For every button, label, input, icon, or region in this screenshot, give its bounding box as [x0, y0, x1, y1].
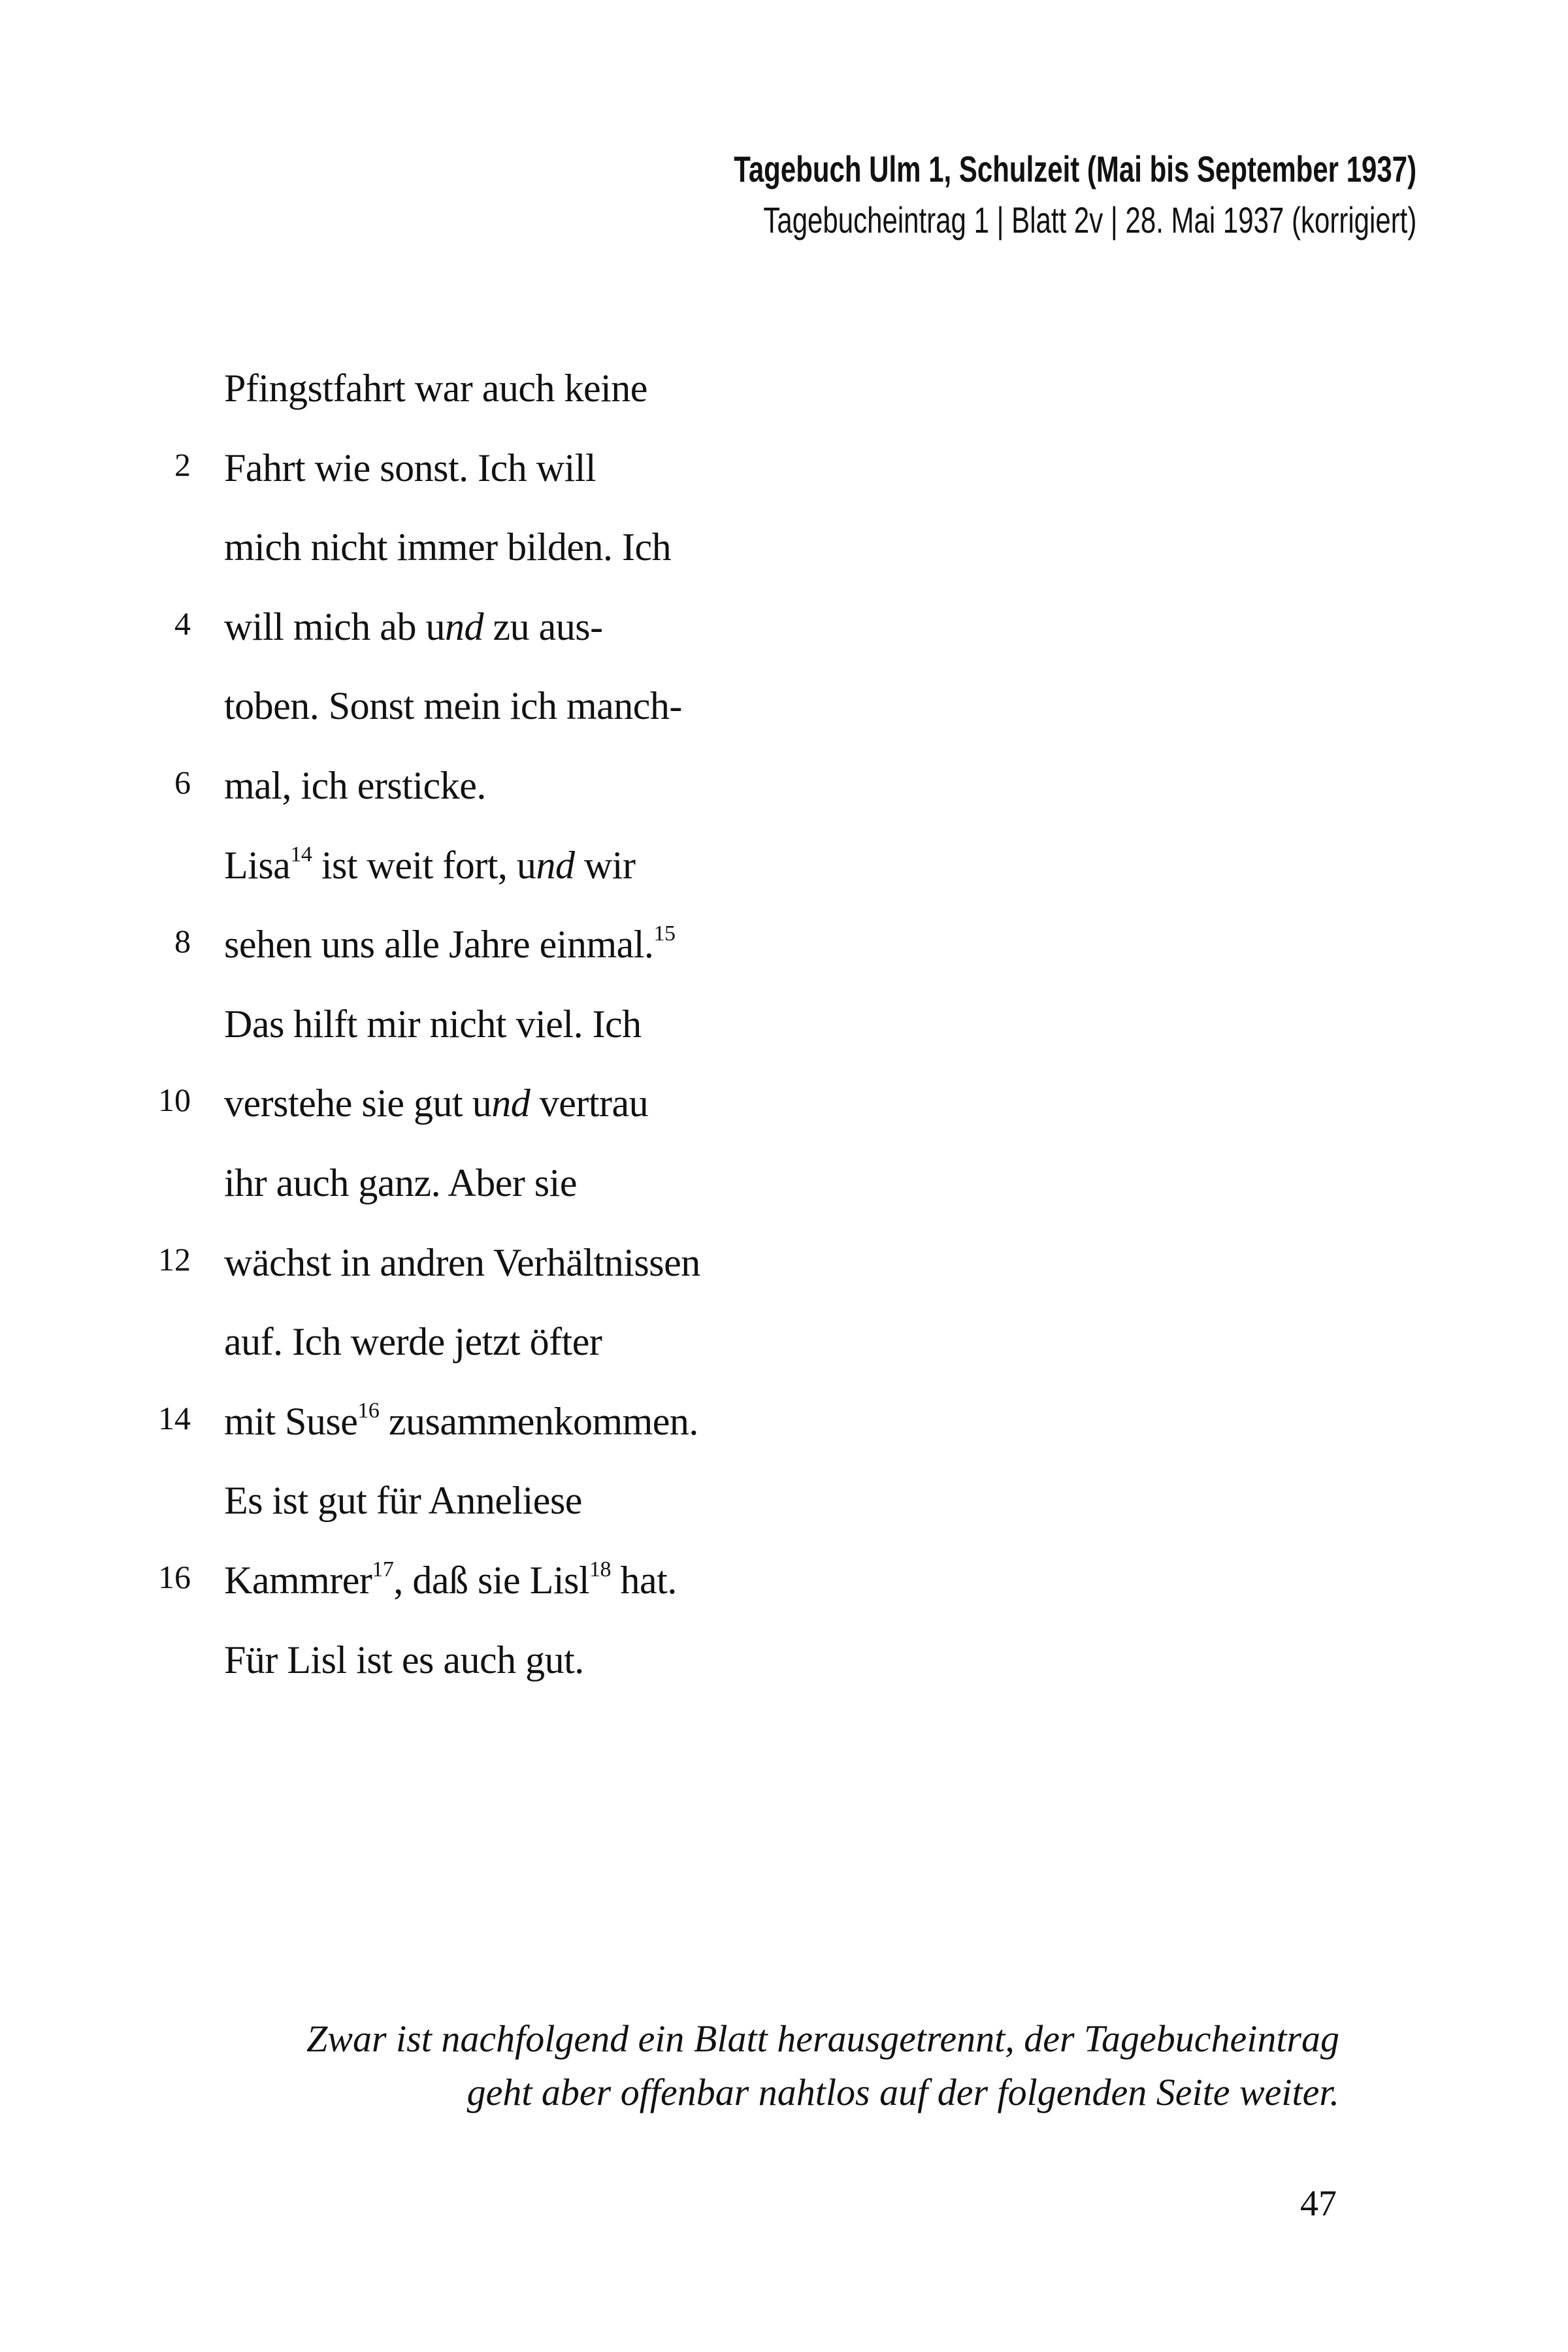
line-text: [224, 922, 675, 967]
line-text: [224, 446, 596, 491]
text-segment: verstehe sie gut u: [224, 1082, 492, 1125]
text-segment: ihr auch ganz. Aber sie: [224, 1161, 577, 1204]
footnote-marker[interactable]: 16: [357, 1398, 380, 1423]
line-number: 8: [174, 923, 191, 960]
entry-subtitle: Tagebucheintrag 1 | Blatt 2v | 28. Mai 1937 (korrigiert): [762, 199, 1416, 240]
line-number: 6: [174, 764, 191, 801]
line-text: [224, 1240, 700, 1285]
line-text: [224, 1081, 648, 1126]
italic-text: nd: [536, 843, 575, 887]
text-segment: toben. Sonst mein ich manch-: [224, 684, 682, 728]
section-title: Tagebuch Ulm 1, Schulzeit (Mai bis September 1937): [734, 148, 1416, 190]
italic-text: nd: [491, 1082, 531, 1125]
italic-text: nd: [444, 605, 483, 648]
text-segment: Kammrer: [224, 1559, 372, 1602]
line-text: [224, 1002, 642, 1047]
text-segment: zusammenkommen.: [379, 1399, 698, 1443]
footnote-marker[interactable]: 14: [290, 842, 312, 867]
line-text: [224, 684, 682, 729]
text-segment: mich nicht immer bilden. Ich: [224, 525, 672, 569]
text-segment: mal, ich ersticke.: [224, 764, 486, 807]
text-segment: Pfingstfahrt war auch keine: [224, 367, 647, 410]
line-text: [224, 1319, 602, 1365]
line-text: [224, 1399, 698, 1444]
line-text: [224, 1638, 584, 1683]
line-number: 14: [158, 1399, 191, 1436]
text-segment: Fahrt wie sonst. Ich will: [224, 446, 596, 489]
line-number: 2: [174, 446, 191, 483]
text-segment: auf. Ich werde jetzt öfter: [224, 1320, 602, 1364]
line-text: [224, 1558, 677, 1603]
text-segment: hat.: [611, 1559, 677, 1602]
footnote-marker[interactable]: 17: [372, 1557, 394, 1582]
text-segment: mit Suse: [224, 1399, 358, 1443]
editorial-note-line-1: Zwar ist nachfolgend ein Blatt herausgetrennt, der Tagebucheintrag: [306, 2017, 1339, 2060]
line-text: [224, 763, 486, 808]
editorial-note-line-2: geht aber offenbar nahtlos auf der folgenden Seite weiter.: [466, 2071, 1339, 2113]
line-text: [224, 1161, 577, 1206]
line-number: 16: [158, 1559, 191, 1595]
text-segment: Für Lisl ist es auch gut.: [224, 1638, 584, 1681]
text-segment: Es ist gut für Anneliese: [224, 1479, 582, 1523]
text-segment: will mich ab u: [224, 605, 445, 648]
text-segment: ist weit fort, u: [312, 843, 536, 887]
line-number: 10: [158, 1082, 191, 1119]
page-number: 47: [1300, 2183, 1337, 2224]
text-segment: vertrau: [530, 1082, 649, 1125]
text-segment: wir: [574, 843, 636, 887]
text-segment: zu aus-: [483, 605, 603, 648]
text-segment: sehen uns alle Jahre einmal.: [224, 923, 654, 967]
line-text: [224, 843, 635, 888]
line-text: [224, 1478, 582, 1523]
footnote-marker[interactable]: 15: [653, 921, 676, 946]
footnote-marker[interactable]: 18: [589, 1557, 612, 1582]
line-text: [224, 605, 603, 650]
line-number: 4: [174, 605, 191, 642]
text-segment: wächst in andren Verhältnissen: [224, 1240, 700, 1284]
line-number: 12: [158, 1240, 191, 1278]
text-segment: Das hilft mir nicht viel. Ich: [224, 1002, 642, 1046]
text-segment: , daß sie Lisl: [393, 1559, 590, 1602]
line-text: [224, 525, 671, 570]
line-text: [224, 366, 647, 411]
text-segment: Lisa: [224, 843, 291, 887]
